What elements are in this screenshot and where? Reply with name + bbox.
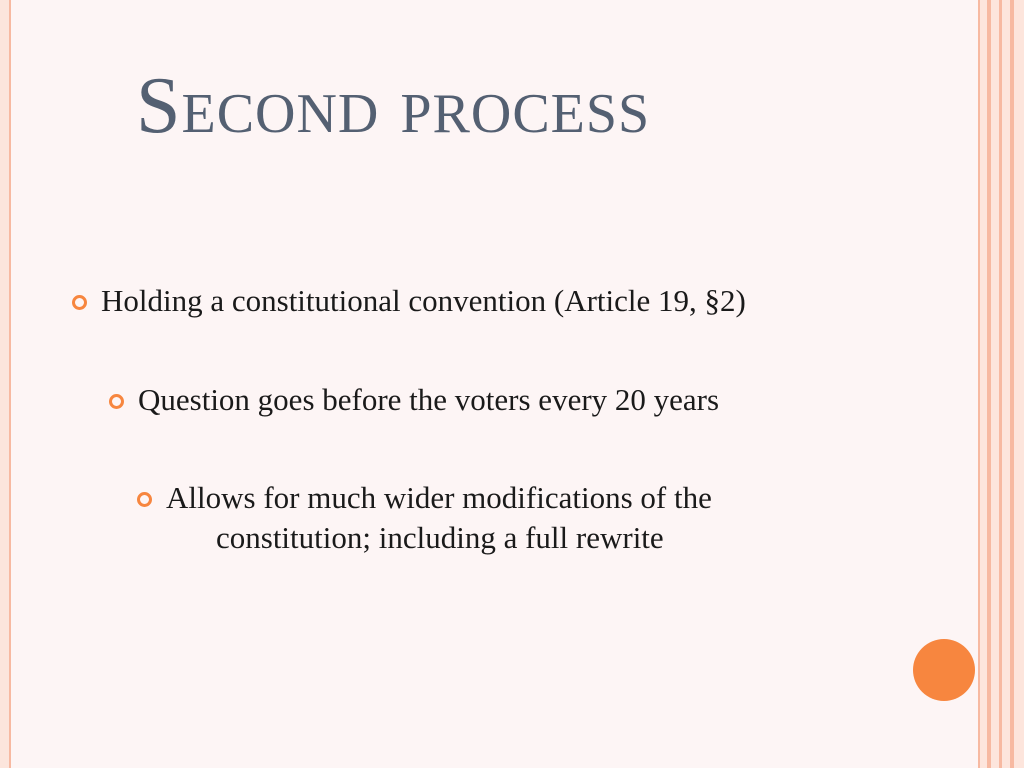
orange-circle-decoration (913, 639, 975, 701)
right-stripes-decoration (978, 0, 1024, 768)
slide-title: Second process (136, 62, 651, 150)
circle-bullet-icon (109, 394, 124, 409)
circle-bullet-icon (137, 492, 152, 507)
bullet-level-3-line-1: Allows for much wider modifications of the (166, 480, 712, 515)
bullet-level-1: Holding a constitutional convention (Article 19, §2) (101, 283, 746, 318)
bullet-level-2: Question goes before the voters every 20 years (138, 382, 720, 417)
bullet-level-3 (166, 478, 866, 558)
bullet-level-3-line-2: constitution; including a full rewrite (216, 520, 664, 555)
left-border-decoration (0, 0, 11, 768)
circle-bullet-icon (72, 295, 87, 310)
